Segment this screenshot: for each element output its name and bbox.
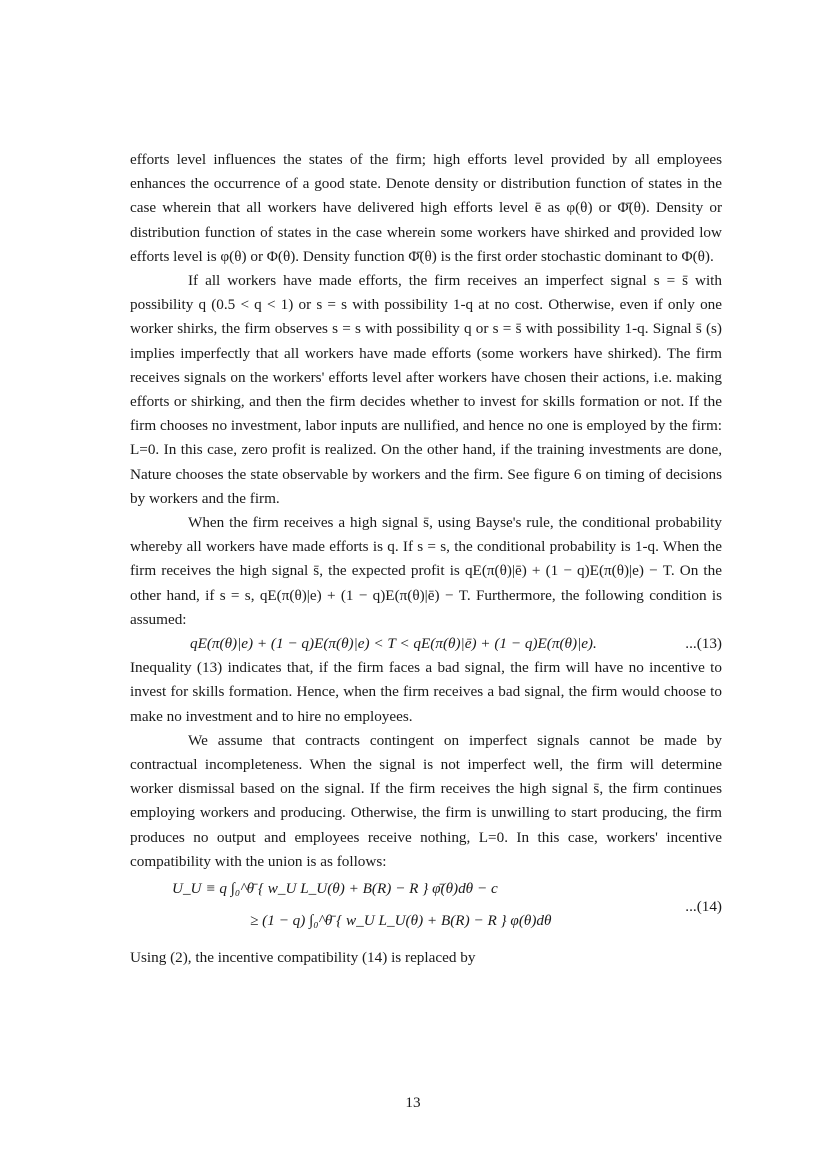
page-number: 13 [405,1094,421,1111]
equation-13-body: qE(π(θ)|e) + (1 − q)E(π(θ)|e) < T < qE(π(θ)|ē) + (1 − q)E(π(θ)|e). [190,635,597,653]
equation-14-line-2: ≥ (1 − q) ∫₀^θ̄ { w_U L_U(θ) + B(R) − R } φ(θ)dθ [250,912,552,930]
equation-14-line-1: U_U ≡ q ∫₀^θ̄ { w_U L_U(θ) + B(R) − R } φ̄(θ)dθ − c [172,880,498,898]
paragraph-3: When the firm receives a high signal s̄, using Bayse's rule, the conditional probability whereby all workers have made efforts is q. If s = s, the conditional probability is 1-q. When the firm receives the high signal s̄, the expected profit is qE(π(θ)|ē) + (1 − q)E(π(θ)|e) − T. On the other hand, if s = s, qE(π(θ)|e) + (1 − q)E(π(θ)|ē) − T. Furthermore, the following condition is assumed: [130,514,722,628]
paragraph-5: We assume that contracts contingent on imperfect signals cannot be made by contractual incompleteness. When the signal is not imperfect well, the firm will determine worker dismissal based on the signal. If the firm receives the high signal s̄, the firm continues employing workers and producing. Otherwise, the firm is unwilling to start producing, the firm produces no output and employees receive nothing, L=0. In this case, workers' incentive compatibility with the union is as follows: [130,731,722,870]
paragraph-4: Inequality (13) indicates that, if the firm faces a bad signal, the firm will have no incentive to invest for skills formation. Hence, when the firm receives a bad signal, the firm would choose to make no investment and to hire no employees. [130,659,722,725]
equation-14-number: ...(14) [685,898,722,916]
page-body [130,148,722,970]
paragraph-2: If all workers have made efforts, the firm receives an imperfect signal s = s̄ with possibility q (0.5 < q < 1) or s = s with possibility 1-q at no cost. Otherwise, even if only one worker shirks, the firm observes s = s with possibility q or s = s̄ with possibility 1-q. Signal s̄ (s) implies imperfectly that all workers have made efforts (some workers have shirked). The firm receives signals on the workers' efforts level after workers have chosen their actions, i.e. making efforts or shirking, and then the firm decides whether to invest for skills formation or not. If the firm chooses no investment, labor inputs are nullified, and hence no one is employed by the firm: L=0. In this case, zero profit is realized. On the other hand, if the training investments are done, Nature chooses the state observable by workers and the firm. See figure 6 on timing of decisions by workers and the firm. [130,272,722,507]
equation-14 [130,874,722,946]
equation-13 [130,632,722,656]
paragraph-6: Using (2), the incentive compatibility (14) is replaced by [130,949,476,967]
equation-13-number: ...(13) [685,635,722,653]
paragraph-1: efforts level influences the states of the firm; high efforts level provided by all employees enhances the occurrence of a good state. Denote density or distribution function of states in the case wherein that all workers have delivered high efforts level ē as φ(θ) or Φ̄(θ). Density or distribution function of states in the case wherein some workers have shirked and provided low efforts level is φ(θ) or Φ(θ). Density function Φ̄(θ) is the first order stochastic dominant to Φ(θ). [130,151,722,265]
